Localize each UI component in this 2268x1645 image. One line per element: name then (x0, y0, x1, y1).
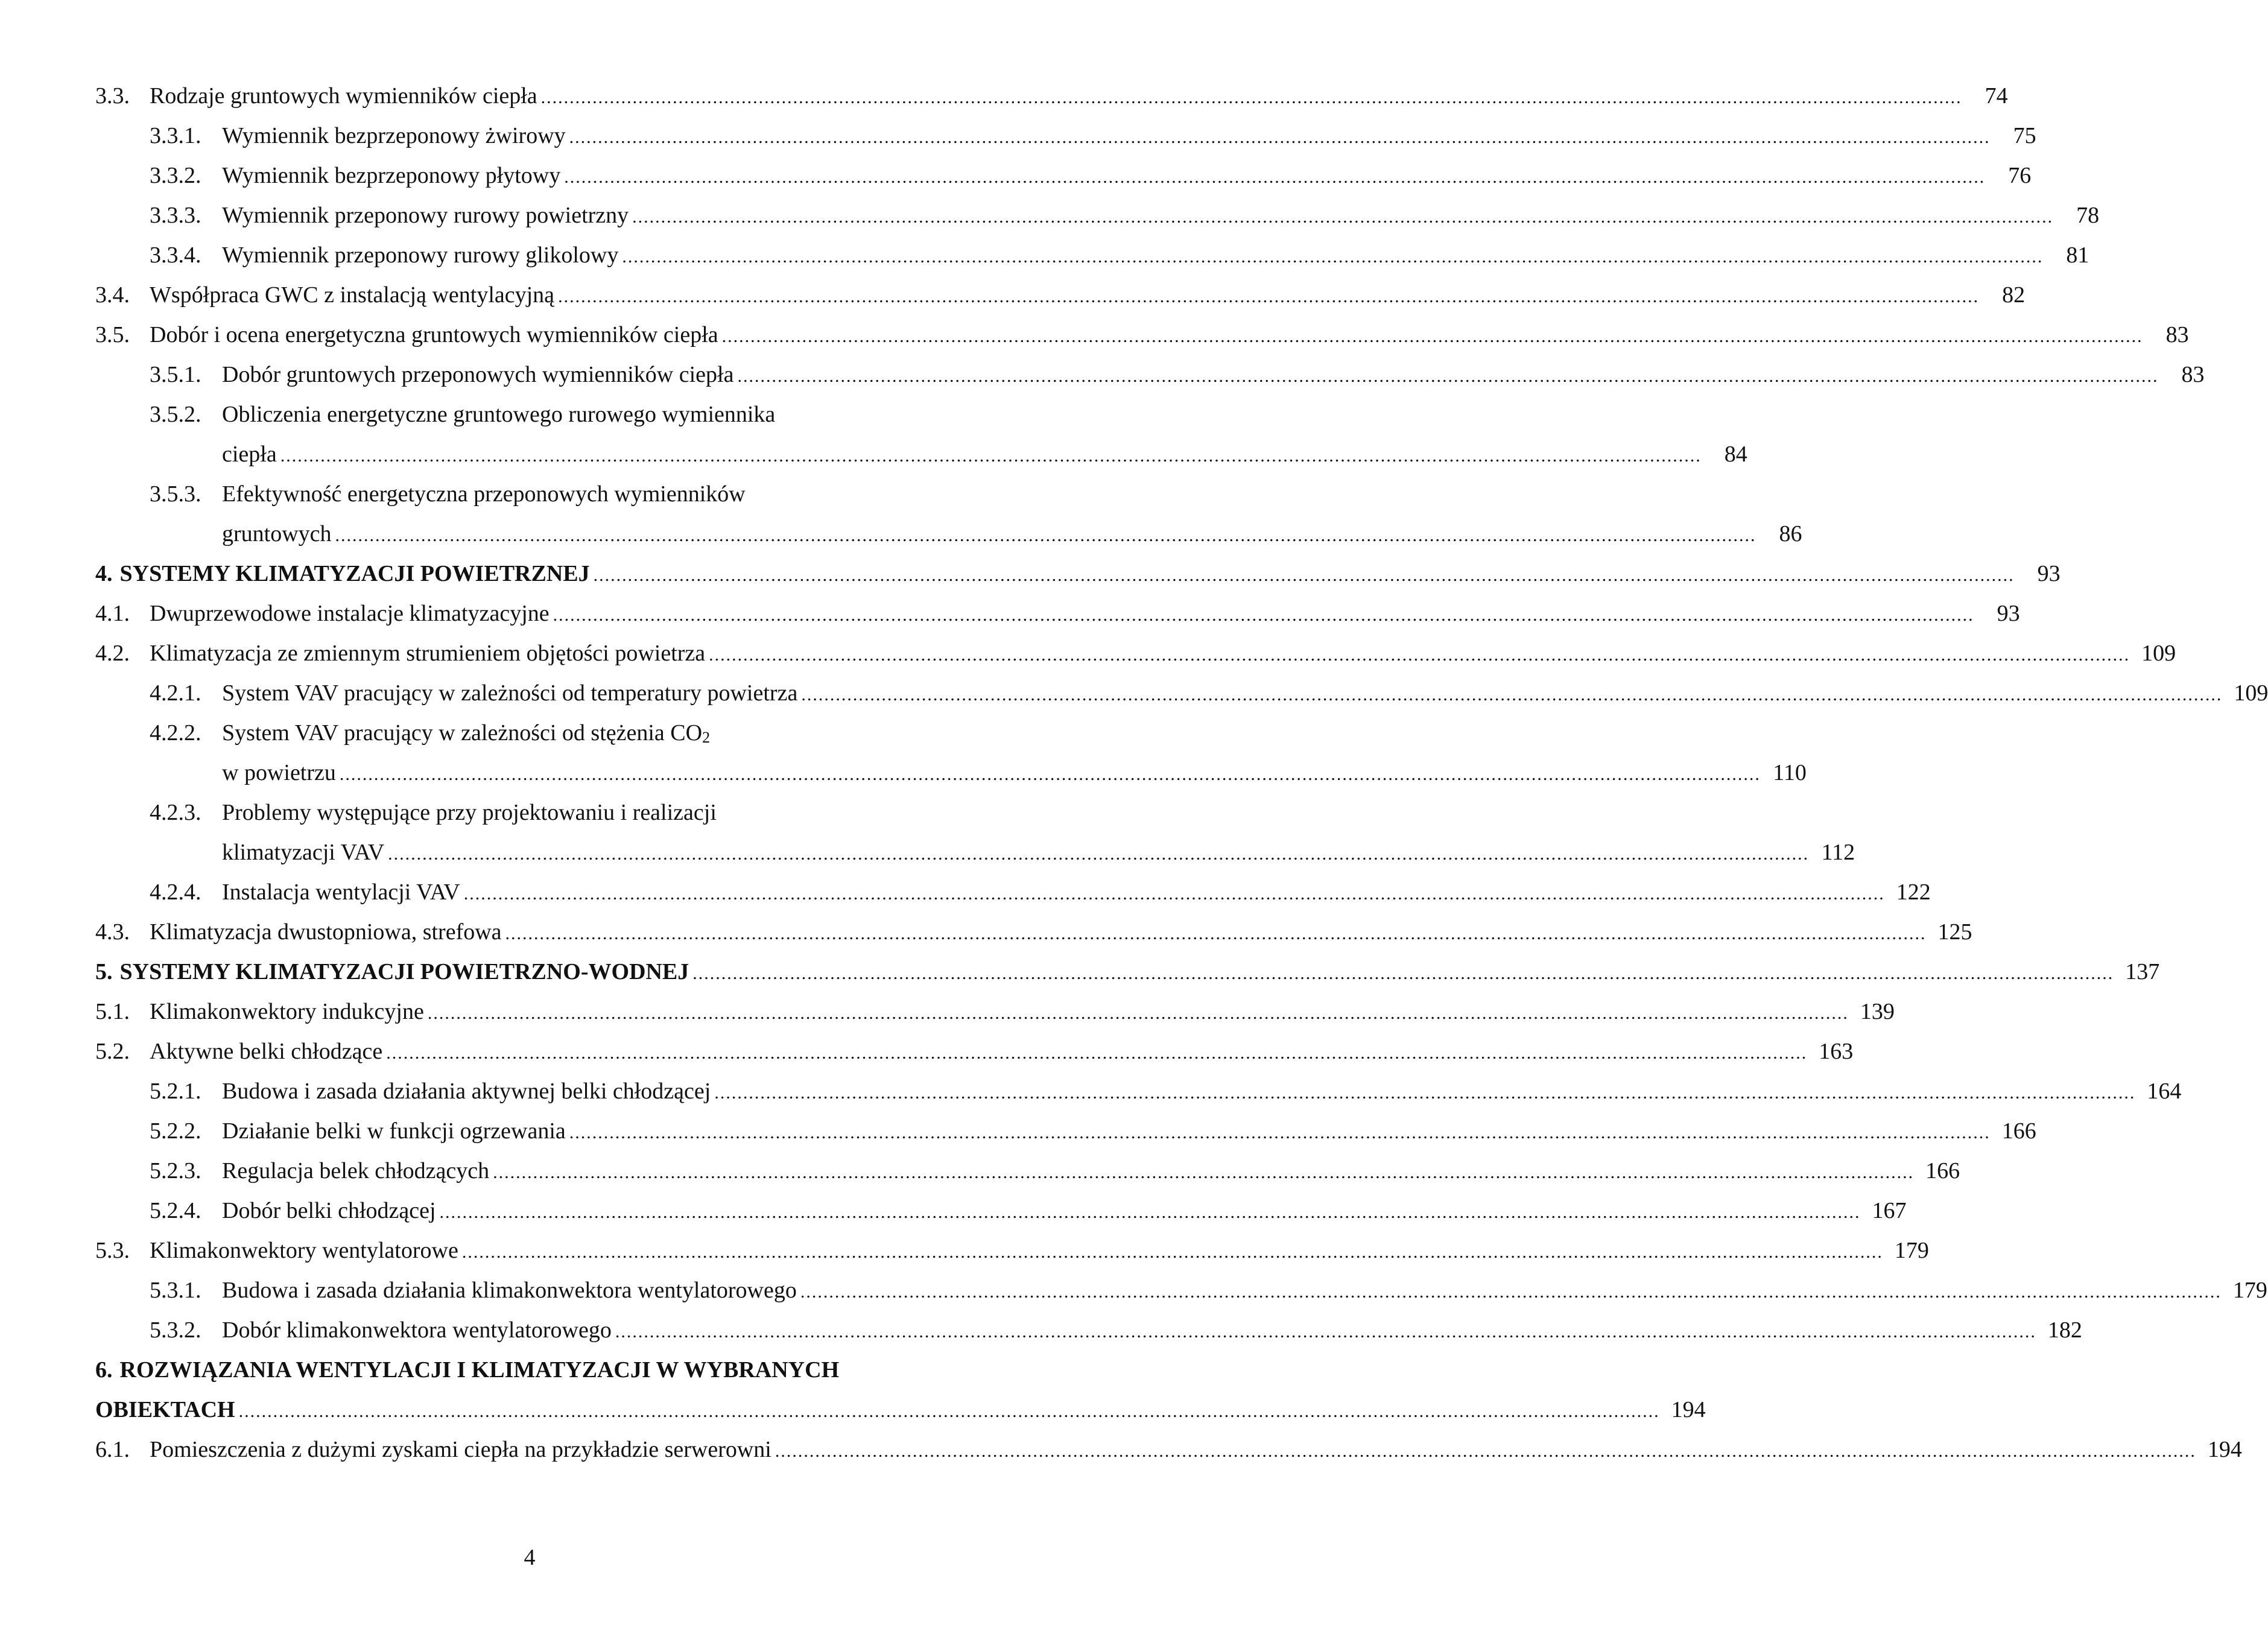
entry-title (222, 713, 710, 758)
toc-entry[interactable] (95, 315, 2189, 355)
entry-page: 74 (1984, 83, 2008, 109)
dot-leader (462, 1232, 1883, 1272)
entry-page: 166 (2001, 1118, 2036, 1144)
entry-title: Dwuprzewodowe instalacje klimatyzacyjne (150, 601, 550, 626)
entry-page: 86 (1779, 521, 1802, 547)
entry-page: 83 (2181, 362, 2205, 387)
entry-title: Dobór klimakonwektora wentylatorowego (222, 1317, 612, 1343)
entry-title: Klimatyzacja ze zmiennym strumieniem objętości powietrza (150, 641, 706, 666)
dot-leader (558, 277, 1979, 317)
chapter-title: SYSTEMY KLIMATYZACJI POWIETRZNEJ (119, 561, 590, 586)
entry-page: 76 (2008, 163, 2032, 188)
entry-number: 3.5.1. (150, 362, 201, 387)
toc-entry[interactable] (95, 1071, 2182, 1111)
dot-leader (692, 954, 2114, 994)
dot-leader (493, 1153, 1914, 1193)
toc-entry[interactable] (95, 1151, 1960, 1191)
dot-leader (714, 1073, 2135, 1113)
entry-number: 4.2.2. (150, 720, 201, 746)
entry-title: Wymiennik bezprzeponowy płytowy (222, 163, 561, 188)
dot-leader (622, 237, 2043, 277)
entry-page: 78 (2076, 203, 2100, 228)
entry-number: 5.3. (95, 1238, 130, 1263)
dot-leader (569, 1113, 1991, 1153)
entry-title: Wymiennik przeponowy rurowy glikolowy (222, 242, 619, 268)
dot-leader (594, 556, 2015, 595)
entry-page: 109 (2234, 680, 2268, 706)
entry-page: 81 (2066, 242, 2089, 268)
entry-title: Dobór gruntowych przeponowych wymienników ciepła (222, 362, 734, 387)
toc-entry[interactable] (95, 1191, 1907, 1231)
entry-number: 5.2.3. (150, 1158, 201, 1184)
chapter-title-continuation: OBIEKTACH (95, 1397, 235, 1422)
entry-title: Wymiennik przeponowy rurowy powietrzny (222, 203, 629, 228)
entry-page: 82 (2002, 282, 2026, 308)
page-number: 4 (524, 1545, 536, 1570)
entry-number: 6.1. (95, 1437, 130, 1462)
toc-entry[interactable] (95, 275, 2026, 315)
entry-title: Regulacja belek chłodzących (222, 1158, 490, 1184)
entry-title: Klimatyzacja dwustopniowa, strefowa (150, 919, 502, 945)
chapter-title: SYSTEMY KLIMATYZACJI POWIETRZNO-WODNEJ (119, 959, 689, 984)
dot-leader (800, 1272, 2222, 1312)
entry-number: 3.5. (95, 322, 130, 347)
toc-chapter-entry[interactable] (95, 554, 2061, 594)
entry-number: 3.3. (95, 83, 130, 109)
entry-number: 3.5.2. (150, 402, 201, 427)
subscript: 2 (702, 729, 711, 746)
entry-title: Rodzaje gruntowych wymienników ciepła (150, 83, 537, 109)
dot-leader (428, 994, 1849, 1033)
entry-title: Wymiennik bezprzeponowy żwirowy (222, 123, 566, 148)
entry-title: Dobór i ocena energetyczna gruntowych wymienników ciepła (150, 322, 718, 347)
dot-leader (709, 635, 2130, 675)
entry-title: Dobór belki chłodzącej (222, 1198, 436, 1223)
entry-title-continuation: gruntowych (222, 521, 332, 547)
entry-number: 3.5.3. (150, 481, 201, 507)
toc-entry-continuation[interactable] (95, 514, 1802, 554)
entry-page: 109 (2141, 641, 2176, 666)
chapter-title: ROZWIĄZANIA WENTYLACJI I KLIMATYZACJI W WYBRANYCH (119, 1357, 840, 1383)
entry-title: Działanie belki w funkcji ogrzewania (222, 1118, 566, 1144)
dot-leader (632, 197, 2053, 237)
chapter-number: 6. (95, 1357, 113, 1383)
entry-number: 5.2.4. (150, 1198, 201, 1223)
entry-number: 4.2.4. (150, 880, 201, 905)
entry-page: 93 (1997, 601, 2020, 626)
chapter-number: 5. (95, 959, 113, 984)
toc-entry[interactable] (95, 195, 2100, 235)
entry-number: 5.3.1. (150, 1278, 201, 1303)
toc-entry[interactable] (95, 156, 2032, 195)
entry-number: 3.4. (95, 282, 130, 308)
entry-title: Budowa i zasada działania aktywnej belki chłodzącej (222, 1079, 711, 1104)
entry-number: 4.2.1. (150, 680, 201, 706)
entry-page: 179 (2232, 1278, 2267, 1303)
dot-leader (335, 516, 1756, 556)
entry-number: 3.3.1. (150, 123, 201, 148)
dot-leader (280, 436, 1702, 476)
entry-title: System VAV pracujący w zależności od temperatury powietrza (222, 680, 798, 706)
toc-entry[interactable] (95, 633, 2176, 673)
entry-number: 5.1. (95, 999, 130, 1024)
dot-leader (775, 1431, 2196, 1471)
entry-page: 166 (1925, 1158, 1960, 1184)
dot-leader (440, 1193, 1861, 1232)
toc-entry-continuation[interactable] (95, 753, 1807, 793)
entry-number: 5.2.1. (150, 1079, 201, 1104)
dot-leader (801, 675, 2222, 715)
entry-number: 5.2. (95, 1039, 130, 1064)
entry-page: 84 (1724, 442, 1747, 467)
entry-page: 110 (1773, 760, 1807, 785)
toc-entry[interactable] (95, 235, 2089, 275)
entry-title: Aktywne belki chłodzące (150, 1039, 383, 1064)
toc-entry[interactable] (95, 1032, 1854, 1071)
toc-entry[interactable] (95, 872, 1931, 912)
entry-title-continuation: w powietrzu (222, 760, 336, 785)
toc-entry-continuation[interactable] (95, 832, 1855, 872)
entry-title: Instalacja wentylacji VAV (222, 880, 460, 905)
entry-page: 179 (1894, 1238, 1929, 1263)
dot-leader (615, 1312, 2036, 1352)
entry-number: 5.2.2. (150, 1118, 201, 1144)
toc-entry[interactable] (95, 1111, 2036, 1151)
entry-number: 3.3.3. (150, 203, 201, 228)
entry-number: 4.1. (95, 601, 130, 626)
entry-page: 125 (1937, 919, 1972, 945)
toc-entry[interactable] (95, 1310, 2082, 1350)
toc-chapter-entry[interactable] (95, 1350, 982, 1390)
toc-entry[interactable] (95, 1270, 2267, 1310)
toc-chapter-entry[interactable] (95, 952, 2160, 992)
entry-title-continuation: klimatyzacji VAV (222, 840, 385, 865)
dot-leader (737, 357, 2158, 396)
toc-entry[interactable] (95, 474, 982, 514)
dot-leader (553, 595, 1974, 635)
dot-leader (564, 157, 1985, 197)
entry-title: Efektywność energetyczna przeponowych wymienników (222, 481, 746, 507)
entry-page: 167 (1872, 1198, 1907, 1223)
toc-entry[interactable] (95, 673, 2268, 713)
entry-title: Współpraca GWC z instalacją wentylacyjną (150, 282, 555, 308)
dot-leader (340, 755, 1761, 794)
toc-entry[interactable] (95, 1430, 2242, 1469)
entry-page: 194 (1671, 1397, 1706, 1422)
chapter-number: 4. (95, 561, 113, 586)
entry-page: 122 (1896, 880, 1931, 905)
dot-leader (388, 834, 1809, 874)
entry-title: Budowa i zasada działania klimakonwektora wentylatorowego (222, 1278, 797, 1303)
entry-page: 83 (2165, 322, 2189, 347)
entry-title-text: System VAV pracujący w zależności od stężenia CO (222, 720, 703, 746)
entry-page: 194 (2207, 1437, 2242, 1462)
entry-number: 4.2. (95, 641, 130, 666)
toc-entry[interactable] (95, 713, 982, 753)
entry-page: 139 (1860, 999, 1895, 1024)
toc-entry[interactable] (95, 912, 1972, 952)
entry-number: 4.3. (95, 919, 130, 945)
dot-leader (464, 874, 1885, 914)
dot-leader (386, 1033, 1807, 1073)
toc-entry[interactable] (95, 793, 982, 832)
entry-title-continuation: ciepła (222, 442, 277, 467)
dot-leader (541, 78, 1962, 118)
dot-leader (569, 118, 1991, 157)
entry-page: 75 (2013, 123, 2036, 148)
toc-entry[interactable] (95, 76, 2008, 116)
toc-entry[interactable] (95, 355, 2205, 395)
entry-title: Obliczenia energetyczne gruntowego rurowego wymiennika (222, 402, 776, 427)
entry-number: 4.2.3. (150, 800, 201, 825)
toc-entry[interactable] (95, 594, 2020, 633)
toc-entry[interactable] (95, 1231, 1929, 1270)
entry-page: 93 (2037, 561, 2061, 586)
dot-leader (722, 317, 2143, 357)
toc-entry-continuation[interactable] (95, 434, 1747, 474)
entry-title: Pomieszczenia z dużymi zyskami ciepła na przykładzie serwerowni (150, 1437, 771, 1462)
entry-title: Problemy występujące przy projektowaniu i realizacji (222, 800, 717, 825)
entry-page: 163 (1819, 1039, 1854, 1064)
entry-page: 137 (2125, 959, 2160, 984)
toc-entry[interactable] (95, 116, 2036, 156)
toc-chapter-continuation[interactable] (95, 1390, 1706, 1430)
entry-number: 5.3.2. (150, 1317, 201, 1343)
dot-leader (505, 914, 1927, 954)
entry-title: Klimakonwektory indukcyjne (150, 999, 424, 1024)
entry-title: Klimakonwektory wentylatorowe (150, 1238, 458, 1263)
entry-number: 3.3.4. (150, 242, 201, 268)
toc-entry[interactable] (95, 395, 982, 434)
entry-page: 112 (1821, 840, 1855, 865)
entry-number: 3.3.2. (150, 163, 201, 188)
entry-page: 182 (2047, 1317, 2082, 1343)
entry-page: 164 (2147, 1079, 2182, 1104)
dot-leader (239, 1392, 1660, 1431)
toc-entry[interactable] (95, 992, 1895, 1032)
table-of-contents (95, 76, 2268, 1469)
